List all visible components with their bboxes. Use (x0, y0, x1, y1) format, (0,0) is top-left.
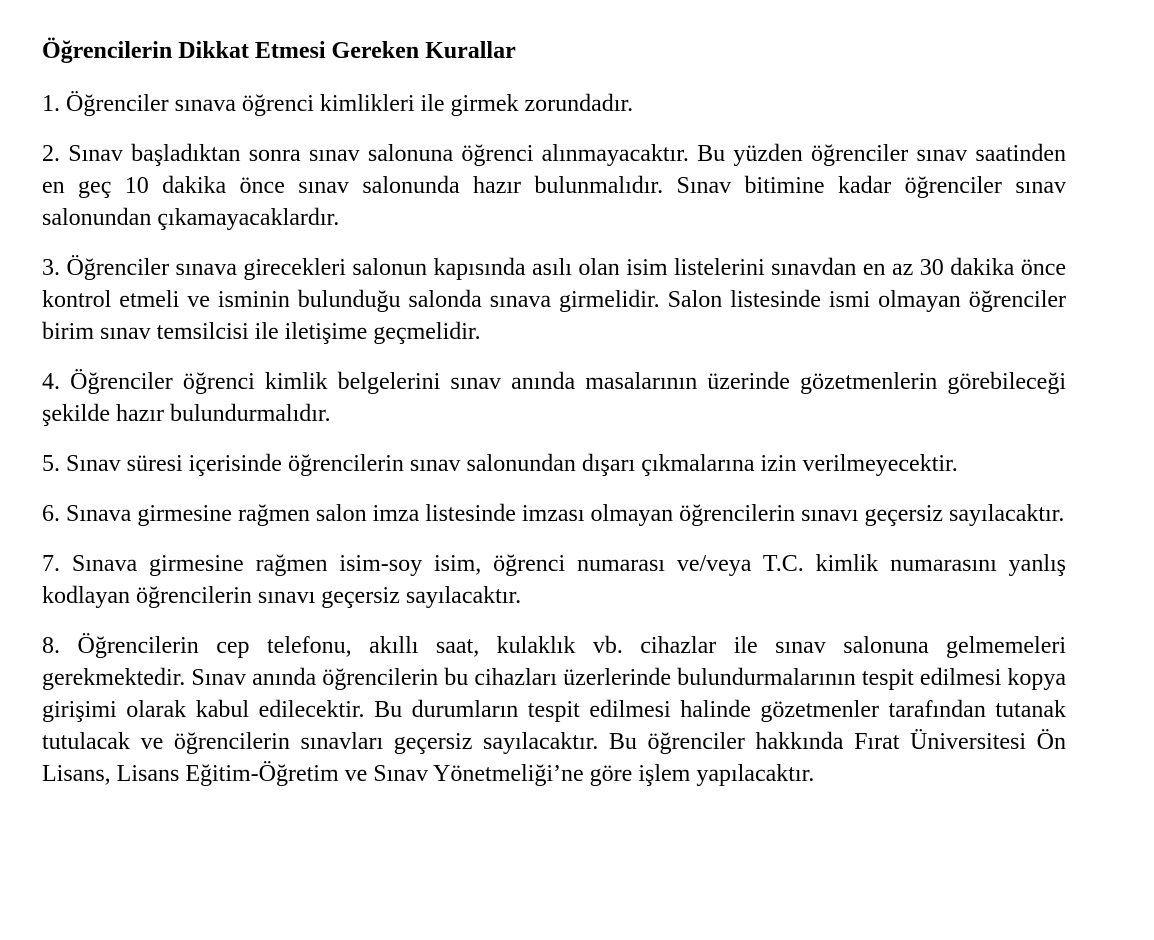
rule-item-5 (42, 448, 1066, 480)
rule-text: Sınava girmesine rağmen salon imza listesinde imzası olmayan öğrencilerin sınavı geçersiz sayılacaktır. (66, 501, 1065, 527)
rule-number: 5. (42, 451, 60, 477)
rule-text: Sınava girmesine rağmen isim-soy isim, öğrenci numarası ve/veya T.C. kimlik numarasını yanlış kodlayan öğrencilerin sınavı geçersiz sayılacaktır. (42, 551, 1067, 609)
rule-text: Sınav başladıktan sonra sınav salonuna öğrenci alınmayacaktır. Bu yüzden öğrenciler sınav saatinden en geç 10 dakika önce sınav salonunda hazır bulunmalıdır. Sınav bitimine kadar öğrenciler sınav salonundan çıkamayacaklardır. (42, 141, 1066, 231)
rule-item-4 (42, 366, 1066, 430)
rules-list (42, 88, 1066, 790)
rule-text: Öğrenciler sınava öğrenci kimlikleri ile girmek zorundadır. (66, 91, 634, 117)
rule-item-7 (42, 548, 1066, 612)
rule-item-1 (42, 88, 1066, 120)
rule-number: 7. (42, 551, 60, 577)
rule-number: 3. (42, 255, 60, 281)
rule-text: Öğrencilerin cep telefonu, akıllı saat, kulaklık vb. cihazlar ile sınav salonuna gelmemeleri gerekmektedir. Sınav anında öğrencilerin bu cihazları üzerlerinde bulundurmalarının tespit edilmesi kopya girişimi olarak kabul edilecektir. Bu durumların tespit edilmesi halinde gözetmenler tarafından tutanak tutulacak ve öğrencilerin sınavları geçersiz sayılacaktır. Bu öğrenciler hakkında Fırat Üniversitesi Ön Lisans, Lisans Eğitim-Öğretim ve Sınav Yönetmeliği’ne göre işlem yapılacaktır. (42, 633, 1067, 787)
rule-item-3 (42, 252, 1066, 348)
rule-item-6 (42, 498, 1066, 530)
rule-number: 1. (42, 91, 60, 117)
rule-number: 2. (42, 141, 60, 167)
rule-number: 6. (42, 501, 60, 527)
rule-item-8 (42, 630, 1066, 790)
rule-text: Sınav süresi içerisinde öğrencilerin sınav salonundan dışarı çıkmalarına izin verilmeyecektir. (66, 451, 958, 477)
rule-text: Öğrenciler sınava girecekleri salonun kapısında asılı olan isim listelerini sınavdan en az 30 dakika önce kontrol etmeli ve isminin bulunduğu salonda sınava girmelidir. Salon listesinde ismi olmayan öğrenciler birim sınav temsilcisi ile iletişime geçmelidir. (42, 255, 1066, 345)
document-title: Öğrencilerin Dikkat Etmesi Gereken Kurallar (42, 38, 516, 64)
rule-number: 4. (42, 369, 60, 395)
rule-text: Öğrenciler öğrenci kimlik belgelerini sınav anında masalarının üzerinde gözetmenlerin görebileceği şekilde hazır bulundurmalıdır. (42, 369, 1066, 427)
rule-item-2 (42, 138, 1066, 234)
rule-number: 8. (42, 633, 60, 659)
